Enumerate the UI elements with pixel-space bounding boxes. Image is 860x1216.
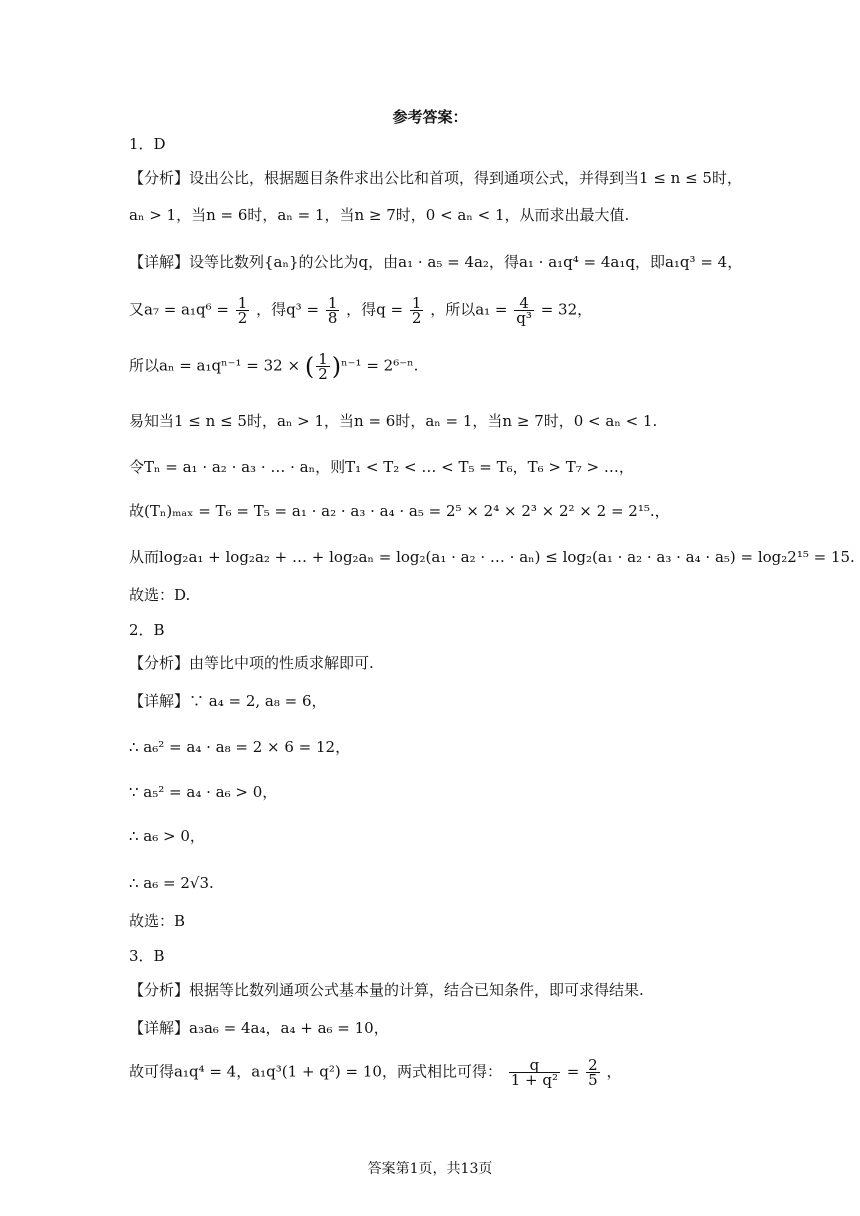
q2-conclusion: 故选：B [129, 912, 186, 930]
q2-heading: 2．B [129, 621, 165, 639]
q2-analysis: 【分析】由等比中项的性质求解即可. [129, 654, 374, 672]
text-seg: ， [606, 1062, 622, 1081]
denominator: 2 [237, 309, 248, 327]
numerator: 1 [318, 350, 328, 368]
paren-left: ( [304, 352, 315, 381]
q3-detail-line1: 【详解】a₃a₆ = 4a₄，a₄ + a₆ = 10， [129, 1019, 389, 1037]
q2-detail-line5: ∴ a₆ = 2√3. [129, 874, 214, 892]
q1-analysis-line1: 【分析】设出公比，根据题目条件求出公比和首项，得到通项公式，并得到当1 ≤ n ≤ 5时， [129, 169, 742, 187]
numerator: 1 [237, 294, 248, 312]
fraction [586, 1058, 600, 1087]
q1-detail-line1: 【详解】设等比数列{aₙ}的公比为q，由a₁ · a₅ = 4a₂，得a₁ · a₁q⁴ = 4a₁q，即a₁q³ = 4， [129, 253, 743, 271]
q1-detail-line5: 令Tₙ = a₁ · a₂ · a₃ · … · aₙ，则T₁ < T₂ < … < T₅ = T₆，T₆ > T₇ > …， [129, 458, 634, 476]
text-seg: 故可得a₁q⁴ = 4，a₁q³(1 + q²) = 10，两式相比可得： [129, 1062, 502, 1081]
fraction [509, 1058, 560, 1087]
q1-detail-line2 [129, 296, 592, 325]
text-seg: ，得q³ = [256, 300, 320, 319]
q1-detail-line4: 易知当1 ≤ n ≤ 5时，aₙ > 1，当n = 6时，aₙ = 1，当n ≥ 7时，0 < aₙ < 1. [129, 412, 658, 430]
q1-heading: 1．D [129, 135, 166, 153]
numerator: 1 [411, 294, 422, 312]
denominator: q³ [516, 309, 532, 327]
numerator: 2 [588, 1056, 598, 1074]
q3-analysis: 【分析】根据等比数列通项公式基本量的计算，结合已知条件，即可求得结果. [129, 981, 644, 999]
q1-analysis-line2: aₙ > 1，当n = 6时，aₙ = 1，当n ≥ 7时，0 < aₙ < 1，从而求出最大值. [129, 206, 630, 224]
q1-detail-line7: 从而log₂a₁ + log₂a₂ + … + log₂aₙ = log₂(a₁ · a₂ · … · aₙ) ≤ log₂(a₁ · a₂ · a₃ · a₄ · a₅) = log₂2¹⁵ = 15. [129, 548, 855, 566]
text-seg: ，所以a₁ = [430, 300, 508, 319]
text-seg: 所以aₙ = a₁qⁿ⁻¹ = 32 × [129, 356, 301, 375]
q2-detail-line1: 【详解】∵ a₄ = 2, a₈ = 6， [129, 692, 327, 710]
numerator: 4 [514, 296, 534, 311]
q3-detail-line2 [129, 1058, 621, 1087]
q1-detail-line6: 故(Tₙ)ₘₐₓ = T₆ = T₅ = a₁ · a₂ · a₃ · a₄ · a₅ = 2⁵ × 2⁴ × 2³ × 2² × 2 = 2¹⁵.， [129, 502, 670, 520]
q1-conclusion: 故选：D. [129, 586, 191, 604]
fraction [236, 296, 250, 325]
fraction [514, 296, 534, 325]
fraction [316, 352, 330, 381]
text-seg: = [566, 1062, 580, 1081]
text-seg: ⁿ⁻¹ = 2⁶⁻ⁿ. [341, 356, 419, 375]
numerator: q [509, 1058, 560, 1073]
q1-detail-line3 [129, 352, 418, 381]
fraction [326, 296, 340, 325]
page-title: 参考答案： [392, 108, 468, 126]
denominator: 2 [411, 309, 422, 327]
denominator: 2 [318, 365, 328, 383]
denominator: 1 + q² [510, 1071, 558, 1089]
text-seg: 又a₇ = a₁q⁶ = [129, 300, 229, 319]
paren-right: ) [331, 352, 342, 381]
text-seg: = 32， [540, 300, 593, 319]
text-seg: ，得q = [346, 300, 404, 319]
q3-heading: 3．B [129, 947, 165, 965]
fraction [410, 296, 424, 325]
numerator: 1 [327, 294, 338, 312]
denominator: 5 [588, 1071, 598, 1089]
q2-detail-line3: ∵ a₅² = a₄ · a₆ > 0， [129, 783, 278, 801]
denominator: 8 [327, 309, 338, 327]
page-footer: 答案第1页，共13页 [367, 1161, 493, 1177]
q2-detail-line4: ∴ a₆ > 0， [129, 827, 205, 845]
q2-detail-line2: ∴ a₆² = a₄ · a₈ = 2 × 6 = 12， [129, 738, 351, 756]
